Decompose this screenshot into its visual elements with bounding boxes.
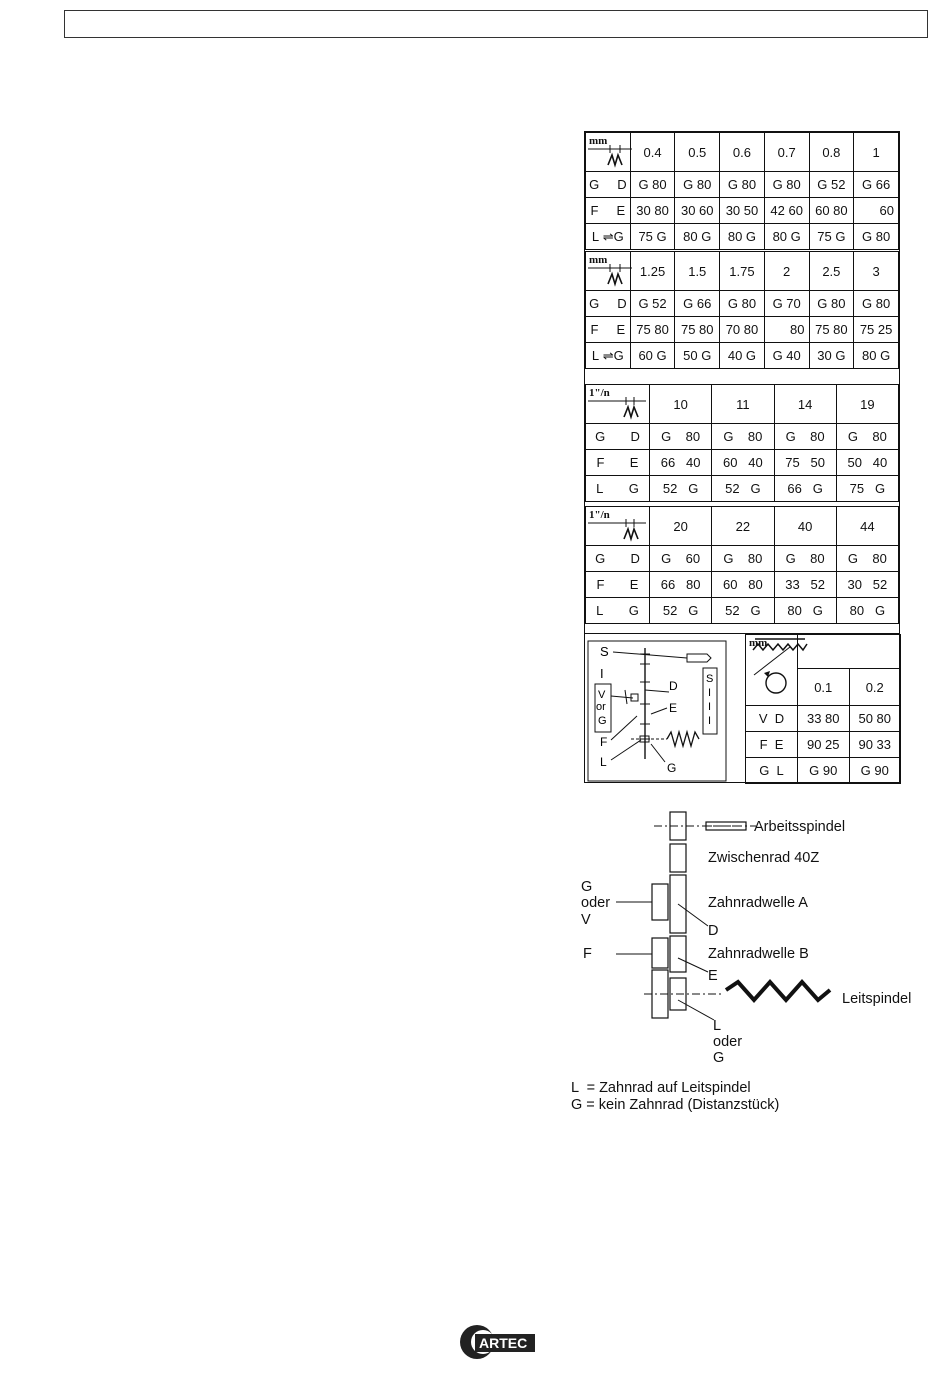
gear-cell: 42 60 — [764, 198, 809, 224]
gear-cell: G 80 — [854, 224, 899, 250]
header-bar — [64, 10, 928, 38]
gear-cell: G 40 — [764, 343, 809, 369]
unit-label: mm — [749, 637, 768, 649]
gear-cell: 75 80 — [809, 317, 854, 343]
gear-cell: 75 80 — [630, 317, 675, 343]
gear-cell: 52 G — [712, 476, 774, 502]
gear-cell: 33 80 — [798, 706, 850, 732]
gear-cell: 66 40 — [650, 450, 712, 476]
gear-cell: 80 G — [774, 598, 836, 624]
label-idler: Zwischenrad 40Z — [708, 850, 820, 866]
gear-cell: 80 G — [675, 224, 720, 250]
feed-section — [585, 633, 899, 785]
gear-cell: 75 G — [809, 224, 854, 250]
feed-header-icon-cell — [798, 635, 901, 669]
feed-value: 0.1 — [798, 669, 850, 706]
row-label: L ⇌G — [586, 224, 631, 250]
pitch-value: 0.6 — [720, 133, 765, 172]
gear-cell: 66 G — [774, 476, 836, 502]
gear-cell: 75 80 — [675, 317, 720, 343]
gear-cell: G 80 — [764, 172, 809, 198]
unit-cell — [586, 385, 650, 424]
tpi-value: 11 — [712, 385, 774, 424]
svg-text:I: I — [708, 701, 712, 713]
gear-cell: G 80 — [836, 546, 898, 572]
row-label: V D — [746, 706, 798, 732]
gear-g-or-v — [652, 884, 668, 920]
svg-text:D: D — [669, 679, 678, 693]
svg-text:L: L — [600, 755, 607, 769]
gear-cell: G 80 — [712, 424, 774, 450]
tpi-value: 20 — [650, 507, 712, 546]
label-d: D — [708, 923, 719, 939]
thread-pitch-icon — [586, 252, 636, 288]
inch-block-2 — [585, 506, 899, 624]
gear-cell: G 80 — [650, 424, 712, 450]
gear-cell: 80 — [764, 317, 809, 343]
label-spindle: Arbeitsspindel — [754, 819, 846, 835]
gear-cell: G 66 — [854, 172, 899, 198]
svg-text:I: I — [600, 666, 604, 681]
gear-cell: 30 50 — [720, 198, 765, 224]
svg-text:G: G — [667, 761, 677, 775]
thread-pitch-icon — [586, 133, 636, 169]
gear-cell: G 90 — [798, 758, 850, 784]
gear-cell: 90 25 — [798, 732, 850, 758]
leadscrew-icon — [745, 634, 815, 658]
gear-cell: 80 G — [764, 224, 809, 250]
gear-cell: 33 52 — [774, 572, 836, 598]
label-v: V — [581, 912, 591, 928]
gear-cell: G 80 — [712, 546, 774, 572]
tpi-value: 10 — [650, 385, 712, 424]
row-label: F E — [586, 572, 650, 598]
unit-cell — [586, 252, 631, 291]
row-label: G L — [746, 758, 798, 784]
svg-text:E: E — [669, 701, 678, 715]
unit-cell — [586, 507, 650, 546]
gear-cell: 80 G — [836, 598, 898, 624]
unit-label: 1"/n — [589, 387, 610, 399]
svg-text:I: I — [708, 715, 712, 727]
gear-cell: 75 25 — [854, 317, 899, 343]
gear-cell: 30 G — [809, 343, 854, 369]
unit-cell — [586, 133, 631, 172]
thread-pitch-icon — [586, 385, 650, 421]
label-shaft-a: Zahnradwelle A — [708, 895, 808, 911]
unit-label: 1"/n — [589, 509, 610, 521]
artec-logo — [457, 1318, 537, 1364]
row-label: F E — [746, 732, 798, 758]
pitch-value: 0.5 — [675, 133, 720, 172]
legend-line-2: G = kein Zahnrad (Distanzstück) — [571, 1097, 780, 1113]
label-oder-2: oder — [713, 1034, 743, 1050]
label-shaft-b: Zahnradwelle B — [708, 946, 809, 962]
gear-cell: 60 80 — [809, 198, 854, 224]
pitch-value: 0.8 — [809, 133, 854, 172]
gear-cell: G 80 — [774, 424, 836, 450]
gear-cell: 52 G — [712, 598, 774, 624]
svg-text:S: S — [600, 644, 609, 659]
gear-cell: 50 G — [675, 343, 720, 369]
legend-line-1: L = Zahnrad auf Leitspindel — [571, 1080, 751, 1096]
pitch-value: 1.75 — [720, 252, 765, 291]
gear-cell: G 80 — [854, 291, 899, 317]
tpi-value: 22 — [712, 507, 774, 546]
tpi-value: 19 — [836, 385, 898, 424]
svg-text:S: S — [706, 673, 714, 685]
svg-text:I: I — [708, 687, 712, 699]
row-label: F E — [586, 317, 631, 343]
gear-cell: 75 50 — [774, 450, 836, 476]
gear-cell: 40 G — [720, 343, 765, 369]
logo-text: ARTEC — [479, 1335, 528, 1351]
tpi-value: 14 — [774, 385, 836, 424]
gear-cell: G 80 — [809, 291, 854, 317]
gear-cell: 75 G — [836, 476, 898, 502]
gear-cell: 50 40 — [836, 450, 898, 476]
gear-f — [652, 938, 668, 968]
pitch-value: 1.25 — [630, 252, 675, 291]
thread-chart — [584, 131, 900, 783]
row-label: L ⇌G — [586, 343, 631, 369]
gear-cell: 70 80 — [720, 317, 765, 343]
inch-block-1 — [585, 384, 899, 502]
row-label: G D — [586, 172, 631, 198]
leadscrew-thread — [726, 982, 830, 1000]
gear-e — [670, 936, 686, 972]
pitch-value: 3 — [854, 252, 899, 291]
gear-cell: 75 G — [630, 224, 675, 250]
gear-legend — [571, 1080, 779, 1114]
row-label: L G — [586, 598, 650, 624]
svg-text:G: G — [598, 715, 607, 727]
gear-cell: 30 52 — [836, 572, 898, 598]
gear-cell: G 80 — [675, 172, 720, 198]
pitch-value: 2 — [764, 252, 809, 291]
row-label: F E — [586, 450, 650, 476]
metric-block-1 — [585, 132, 899, 250]
gear-cell: 60 — [854, 198, 899, 224]
metric-block-2 — [585, 251, 899, 369]
pitch-value: 1.5 — [675, 252, 720, 291]
mini-gear-diagram — [585, 634, 745, 785]
svg-text:F: F — [600, 735, 608, 749]
gear-cell: G 70 — [764, 291, 809, 317]
gear-cell: 52 G — [650, 476, 712, 502]
gear-cell: 66 80 — [650, 572, 712, 598]
label-oder: oder — [581, 895, 611, 911]
gear-cell: 30 60 — [675, 198, 720, 224]
gear-cell: 80 G — [854, 343, 899, 369]
svg-text:V: V — [598, 689, 606, 701]
tpi-value: 40 — [774, 507, 836, 546]
gear-cell: G 80 — [774, 546, 836, 572]
gear-cell: 60 80 — [712, 572, 774, 598]
tpi-value: 44 — [836, 507, 898, 546]
gear-cell: 52 G — [650, 598, 712, 624]
gear-cell: 60 G — [630, 343, 675, 369]
idler-gear — [670, 844, 686, 872]
row-label: G D — [586, 424, 650, 450]
gear-cell: G 80 — [836, 424, 898, 450]
gear-cell: G 80 — [720, 291, 765, 317]
row-label: G D — [586, 291, 631, 317]
gear-cell: 50 80 — [849, 706, 901, 732]
gear-cell: G 80 — [720, 172, 765, 198]
gear-cell: 90 33 — [849, 732, 901, 758]
gear-cell: G 90 — [849, 758, 901, 784]
pitch-value: 0.4 — [630, 133, 675, 172]
gear-cell: 30 80 — [630, 198, 675, 224]
gear-cell: G 66 — [675, 291, 720, 317]
pitch-value: 2.5 — [809, 252, 854, 291]
pitch-value: 1 — [854, 133, 899, 172]
row-label: G D — [586, 546, 650, 572]
unit-label: mm — [589, 135, 608, 147]
gear-cell: 60 40 — [712, 450, 774, 476]
label-l: L — [713, 1018, 722, 1034]
gear-cell: G 60 — [650, 546, 712, 572]
pitch-value: 0.7 — [764, 133, 809, 172]
feed-value: 0.2 — [849, 669, 901, 706]
gear-cell: 80 G — [720, 224, 765, 250]
label-g-2: G — [713, 1050, 725, 1066]
row-label: L G — [586, 476, 650, 502]
gear-train-diagram — [568, 800, 938, 1070]
label-g: G — [581, 879, 593, 895]
svg-text:or: or — [596, 701, 606, 713]
feed-table — [745, 634, 901, 785]
label-f: F — [583, 946, 592, 962]
gear-cell: G 52 — [809, 172, 854, 198]
label-e: E — [708, 968, 718, 984]
thread-pitch-icon — [586, 507, 650, 543]
unit-label: mm — [589, 254, 608, 266]
gear-cell: G 52 — [630, 291, 675, 317]
gear-cell: G 80 — [630, 172, 675, 198]
label-leadscrew: Leitspindel — [842, 991, 912, 1007]
row-label: F E — [586, 198, 631, 224]
